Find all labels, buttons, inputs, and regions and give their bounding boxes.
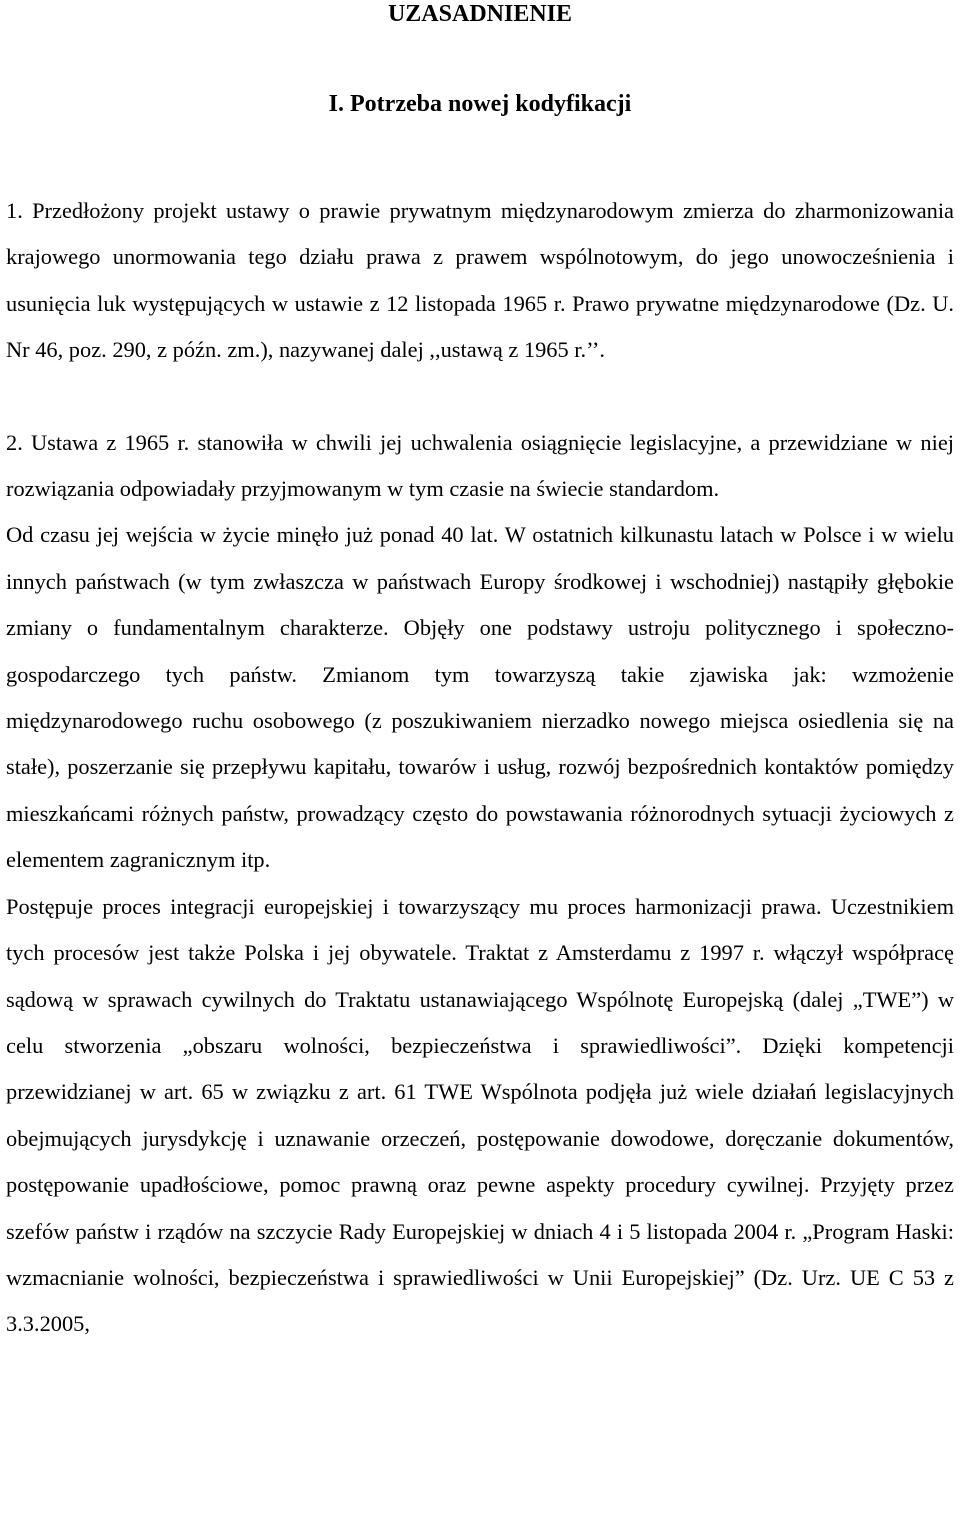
document-page xyxy=(6,0,954,1348)
paragraph-1: 1. Przedłożony projekt ustawy o prawie prywatnym międzynarodowym zmierza do zharmonizowania krajowego unormowania tego działu prawa z prawem wspólnotowym, do jego unowocześnienia i usunięcia luk występujących w ustawie z 12 listopada 1965 r. Prawo prywatne międzynarodowe (Dz. U. Nr 46, poz. 290, z późn. zm.), nazywanej dalej ,,ustawą z 1965 r.’’. xyxy=(6,198,954,363)
paragraph-3: Od czasu jej wejścia w życie minęło już ponad 40 lat. W ostatnich kilkunastu latach w Polsce i w wielu innych państwach (w tym zwłaszcza w państwach Europy środkowej i wschodniej) nastąpiły głębokie zmiany o fundamentalnym charakterze. Objęły one podstawy ustroju politycznego i społeczno-gospodarczego tych państw. Zmianom tym towarzyszą takie zjawiska jak: wzmożenie międzynarodowego ruchu osobowego (z poszukiwaniem nierzadko nowego miejsca osiedlenia się na stałe), poszerzanie się przepływu kapitału, towarów i usług, rozwój bezpośrednich kontaktów pomiędzy mieszkańcami różnych państw, prowadzący często do powstawania różnorodnych sytuacji życiowych z elementem zagranicznym itp. xyxy=(6,522,954,873)
paragraph-2: 2. Ustawa z 1965 r. stanowiła w chwili jej uchwalenia osiągnięcie legislacyjne, a przewidziane w niej rozwiązania odpowiadały przyjmowanym w tym czasie na świecie standardom. xyxy=(6,429,954,502)
document-title: UZASADNIENIE xyxy=(387,1,573,27)
section-title: I. Potrzeba nowej kodyfikacji xyxy=(328,91,632,117)
paragraph-4: Postępuje proces integracji europejskiej i towarzyszący mu proces harmonizacji prawa. Uczestnikiem tych procesów jest także Polska i jej obywatele. Traktat z Amsterdamu z 1997 r. włączył współpracę sądową w sprawach cywilnych do Traktatu ustanawiającego Wspólnotę Europejską (dalej „TWE”) w celu stworzenia „obszaru wolności, bezpieczeństwa i sprawiedliwości”. Dzięki kompetencji przewidzianej w art. 65 w związku z art. 61 TWE Wspólnota podjęła już wiele działań legislacyjnych obejmujących jurysdykcję i uznawanie orzeczeń, postępowanie dowodowe, doręczanie dokumentów, postępowanie upadłościowe, pomoc prawną oraz pewne aspekty procedury cywilnej. Przyjęty przez szefów państw i rządów na szczycie Rady Europejskiej w dniach 4 i 5 listopada 2004 r. „Program Haski: wzmacnianie wolności, bezpieczeństwa i sprawiedliwości w Unii Europejskiej” (Dz. Urz. UE C 53 z 3.3.2005, xyxy=(6,893,954,1337)
